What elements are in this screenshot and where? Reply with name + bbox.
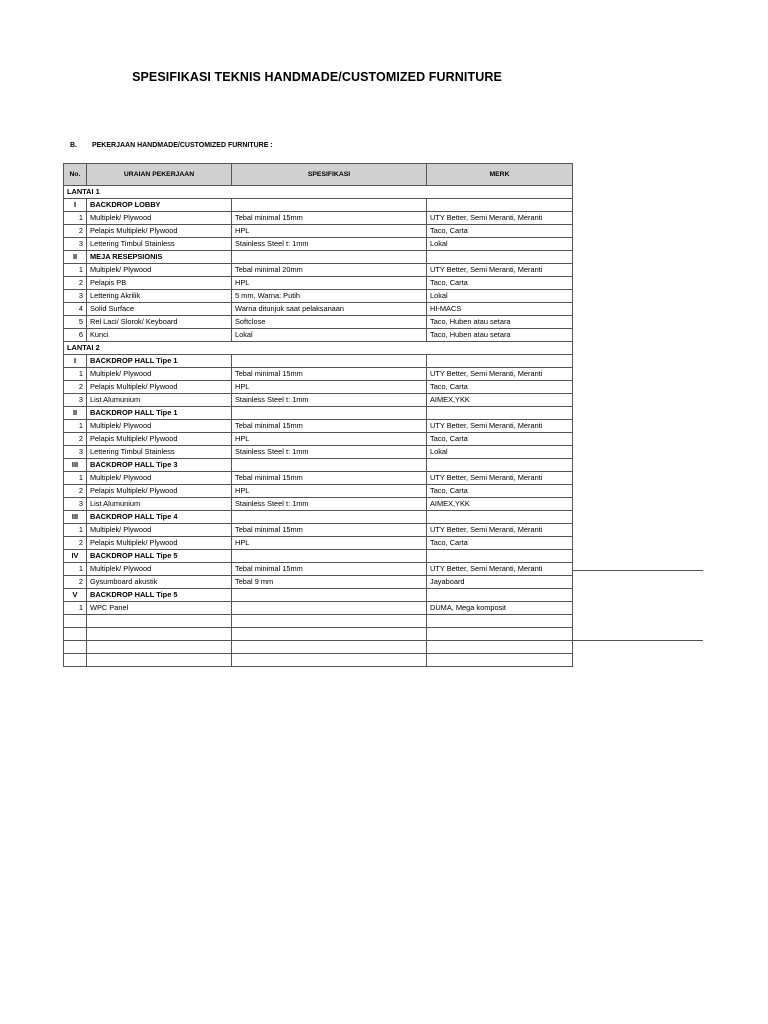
- item-spec: Tebal minimal 20mm: [232, 264, 427, 277]
- item-spec: Tebal 9 mm: [232, 576, 427, 589]
- group-row: [64, 251, 573, 264]
- group-row: [64, 407, 573, 420]
- item-number: 3: [64, 394, 87, 407]
- item-spec: [232, 602, 427, 615]
- item-number: 1: [64, 264, 87, 277]
- table-row: [64, 537, 573, 550]
- extended-border-line: [572, 640, 703, 641]
- group-name: BACKDROP HALL Tipe 5: [87, 550, 232, 563]
- table-row: [64, 394, 573, 407]
- item-number: 2: [64, 485, 87, 498]
- empty-cell: [64, 654, 87, 667]
- item-spec: Stainless Steel t: 1mm: [232, 238, 427, 251]
- item-spec: Warna ditunjuk saat pelaksanaan: [232, 303, 427, 316]
- empty-row: [64, 628, 573, 641]
- group-number: I: [64, 355, 87, 368]
- item-spec: Tebal minimal 15mm: [232, 420, 427, 433]
- item-merk: UTY Better, Semi Meranti, Meranti: [427, 563, 573, 576]
- item-number: 4: [64, 303, 87, 316]
- table-header-row: [64, 164, 573, 186]
- table-row: [64, 264, 573, 277]
- item-spec: Lokal: [232, 329, 427, 342]
- table-row: [64, 368, 573, 381]
- table-row: [64, 563, 573, 576]
- empty-cell: [64, 641, 87, 654]
- specification-table: [63, 163, 573, 667]
- group-spec-cell: [232, 251, 427, 264]
- extended-border-line: [572, 570, 703, 571]
- item-name: Lettering Akrilik: [87, 290, 232, 303]
- group-row: [64, 199, 573, 212]
- floor-label: LANTAI 1: [64, 186, 573, 199]
- group-spec-cell: [232, 355, 427, 368]
- item-number: 1: [64, 368, 87, 381]
- item-merk: DUMA, Mega komposit: [427, 602, 573, 615]
- group-row: [64, 511, 573, 524]
- item-merk: Taco, Carta: [427, 433, 573, 446]
- empty-cell: [232, 615, 427, 628]
- empty-row: [64, 654, 573, 667]
- group-name: BACKDROP HALL Tipe 1: [87, 407, 232, 420]
- item-name: Pelapis Multiplek/ Plywood: [87, 433, 232, 446]
- item-merk: UTY Better, Semi Meranti, Meranti: [427, 212, 573, 225]
- item-merk: Taco, Huben atau setara: [427, 316, 573, 329]
- empty-cell: [64, 628, 87, 641]
- group-name: BACKDROP LOBBY: [87, 199, 232, 212]
- item-name: Multiplek/ Plywood: [87, 212, 232, 225]
- table-row: [64, 420, 573, 433]
- table-row: [64, 212, 573, 225]
- item-name: Rel Laci/ Slorok/ Keyboard: [87, 316, 232, 329]
- table-row: [64, 602, 573, 615]
- group-merk-cell: [427, 459, 573, 472]
- empty-row: [64, 641, 573, 654]
- group-name: MEJA RESEPSIONIS: [87, 251, 232, 264]
- table-row: [64, 472, 573, 485]
- item-number: 1: [64, 563, 87, 576]
- item-merk: Lokal: [427, 238, 573, 251]
- item-spec: HPL: [232, 381, 427, 394]
- item-spec: Tebal minimal 15mm: [232, 524, 427, 537]
- table-row: [64, 446, 573, 459]
- item-number: 1: [64, 524, 87, 537]
- item-merk: Taco, Carta: [427, 485, 573, 498]
- item-number: 2: [64, 576, 87, 589]
- group-number: IV: [64, 550, 87, 563]
- item-merk: HI-MACS: [427, 303, 573, 316]
- table-row: [64, 316, 573, 329]
- table-body: [64, 186, 573, 667]
- section-label: PEKERJAAN HANDMADE/CUSTOMIZED FURNITURE :: [91, 142, 273, 149]
- group-number: V: [64, 589, 87, 602]
- item-spec: HPL: [232, 485, 427, 498]
- item-name: Pelapis PB: [87, 277, 232, 290]
- item-number: 1: [64, 472, 87, 485]
- item-name: List Alumunium: [87, 498, 232, 511]
- item-name: Multiplek/ Plywood: [87, 264, 232, 277]
- item-name: Lettering Timbul Stainless: [87, 446, 232, 459]
- item-merk: AIMEX,YKK: [427, 498, 573, 511]
- group-row: [64, 589, 573, 602]
- item-name: Gysumboard akustik: [87, 576, 232, 589]
- item-merk: UTY Better, Semi Meranti, Meranti: [427, 368, 573, 381]
- group-number: II: [64, 251, 87, 264]
- group-name: BACKDROP HALL Tipe 5: [87, 589, 232, 602]
- empty-cell: [87, 615, 232, 628]
- item-number: 2: [64, 277, 87, 290]
- group-merk-cell: [427, 251, 573, 264]
- table-row: [64, 576, 573, 589]
- item-name: Pelapis Multiplek/ Plywood: [87, 485, 232, 498]
- item-number: 2: [64, 433, 87, 446]
- group-spec-cell: [232, 589, 427, 602]
- item-merk: UTY Better, Semi Meranti, Meranti: [427, 264, 573, 277]
- group-spec-cell: [232, 511, 427, 524]
- group-number: III: [64, 459, 87, 472]
- empty-cell: [87, 628, 232, 641]
- group-merk-cell: [427, 407, 573, 420]
- item-spec: HPL: [232, 433, 427, 446]
- item-merk: Taco, Carta: [427, 277, 573, 290]
- item-spec: HPL: [232, 225, 427, 238]
- document-title: SPESIFIKASI TEKNIS HANDMADE/CUSTOMIZED FURNITURE: [132, 70, 502, 84]
- empty-cell: [232, 641, 427, 654]
- table-row: [64, 303, 573, 316]
- table-row: [64, 524, 573, 537]
- table-row: [64, 433, 573, 446]
- group-name: BACKDROP HALL Tipe 1: [87, 355, 232, 368]
- item-merk: UTY Better, Semi Meranti, Meranti: [427, 524, 573, 537]
- item-spec: Tebal minimal 15mm: [232, 212, 427, 225]
- item-name: Multiplek/ Plywood: [87, 420, 232, 433]
- table-row: [64, 485, 573, 498]
- item-spec: HPL: [232, 277, 427, 290]
- column-header-spesifikasi: SPESIFIKASI: [232, 164, 427, 186]
- table-row: [64, 225, 573, 238]
- item-number: 1: [64, 602, 87, 615]
- group-row: [64, 550, 573, 563]
- section-heading: [70, 142, 273, 149]
- table-row: [64, 290, 573, 303]
- group-name: BACKDROP HALL Tipe 3: [87, 459, 232, 472]
- group-spec-cell: [232, 407, 427, 420]
- group-name: BACKDROP HALL Tipe 4: [87, 511, 232, 524]
- item-merk: Taco, Carta: [427, 381, 573, 394]
- table-row: [64, 498, 573, 511]
- group-number: III: [64, 511, 87, 524]
- item-name: Multiplek/ Plywood: [87, 524, 232, 537]
- group-number: II: [64, 407, 87, 420]
- item-name: WPC Panel: [87, 602, 232, 615]
- empty-row: [64, 615, 573, 628]
- section-number: B.: [70, 142, 77, 149]
- item-number: 5: [64, 316, 87, 329]
- group-row: [64, 355, 573, 368]
- item-spec: Tebal minimal 15mm: [232, 368, 427, 381]
- group-spec-cell: [232, 459, 427, 472]
- item-number: 3: [64, 498, 87, 511]
- item-spec: HPL: [232, 537, 427, 550]
- item-name: Multiplek/ Plywood: [87, 563, 232, 576]
- floor-label: LANTAI 2: [64, 342, 573, 355]
- group-row: [64, 459, 573, 472]
- empty-cell: [427, 615, 573, 628]
- empty-cell: [64, 615, 87, 628]
- table-row: [64, 329, 573, 342]
- group-merk-cell: [427, 589, 573, 602]
- item-name: Multiplek/ Plywood: [87, 472, 232, 485]
- group-number: I: [64, 199, 87, 212]
- table-row: [64, 238, 573, 251]
- item-name: Pelapis Multiplek/ Plywood: [87, 537, 232, 550]
- item-name: List Alumunium: [87, 394, 232, 407]
- group-merk-cell: [427, 511, 573, 524]
- item-spec: Stainless Steel t: 1mm: [232, 498, 427, 511]
- table-row: [64, 381, 573, 394]
- item-merk: Taco, Huben atau setara: [427, 329, 573, 342]
- item-merk: Taco, Carta: [427, 225, 573, 238]
- empty-cell: [232, 654, 427, 667]
- item-number: 2: [64, 537, 87, 550]
- item-number: 2: [64, 225, 87, 238]
- item-name: Lettering Timbul Stainless: [87, 238, 232, 251]
- item-merk: UTY Better, Semi Meranti, Meranti: [427, 420, 573, 433]
- table-row: [64, 277, 573, 290]
- empty-cell: [427, 654, 573, 667]
- item-merk: UTY Better, Semi Meranti, Meranti: [427, 472, 573, 485]
- column-header-no: No.: [64, 164, 87, 186]
- column-header-merk: MERK: [427, 164, 573, 186]
- item-merk: Taco, Carta: [427, 537, 573, 550]
- item-name: Pelapis Multiplek/ Plywood: [87, 225, 232, 238]
- item-spec: Stainless Steel t: 1mm: [232, 446, 427, 459]
- floor-row: [64, 342, 573, 355]
- empty-cell: [427, 628, 573, 641]
- empty-cell: [427, 641, 573, 654]
- item-number: 1: [64, 420, 87, 433]
- item-spec: Softclose: [232, 316, 427, 329]
- empty-cell: [87, 641, 232, 654]
- item-name: Multiplek/ Plywood: [87, 368, 232, 381]
- empty-cell: [87, 654, 232, 667]
- item-spec: Tebal minimal 15mm: [232, 563, 427, 576]
- item-name: Kunci: [87, 329, 232, 342]
- group-spec-cell: [232, 550, 427, 563]
- group-merk-cell: [427, 550, 573, 563]
- item-name: Solid Surface: [87, 303, 232, 316]
- item-number: 3: [64, 238, 87, 251]
- column-header-uraian: URAIAN PEKERJAAN: [87, 164, 232, 186]
- item-number: 1: [64, 212, 87, 225]
- item-merk: Lokal: [427, 446, 573, 459]
- item-name: Pelapis Multiplek/ Plywood: [87, 381, 232, 394]
- floor-row: [64, 186, 573, 199]
- item-merk: Lokal: [427, 290, 573, 303]
- group-merk-cell: [427, 199, 573, 212]
- item-number: 6: [64, 329, 87, 342]
- item-spec: Stainless Steel t: 1mm: [232, 394, 427, 407]
- item-spec: Tebal minimal 15mm: [232, 472, 427, 485]
- item-merk: Jayaboard: [427, 576, 573, 589]
- item-spec: 5 mm, Warna: Putih: [232, 290, 427, 303]
- item-number: 3: [64, 446, 87, 459]
- item-merk: AIMEX,YKK: [427, 394, 573, 407]
- item-number: 2: [64, 381, 87, 394]
- group-spec-cell: [232, 199, 427, 212]
- group-merk-cell: [427, 355, 573, 368]
- empty-cell: [232, 628, 427, 641]
- item-number: 3: [64, 290, 87, 303]
